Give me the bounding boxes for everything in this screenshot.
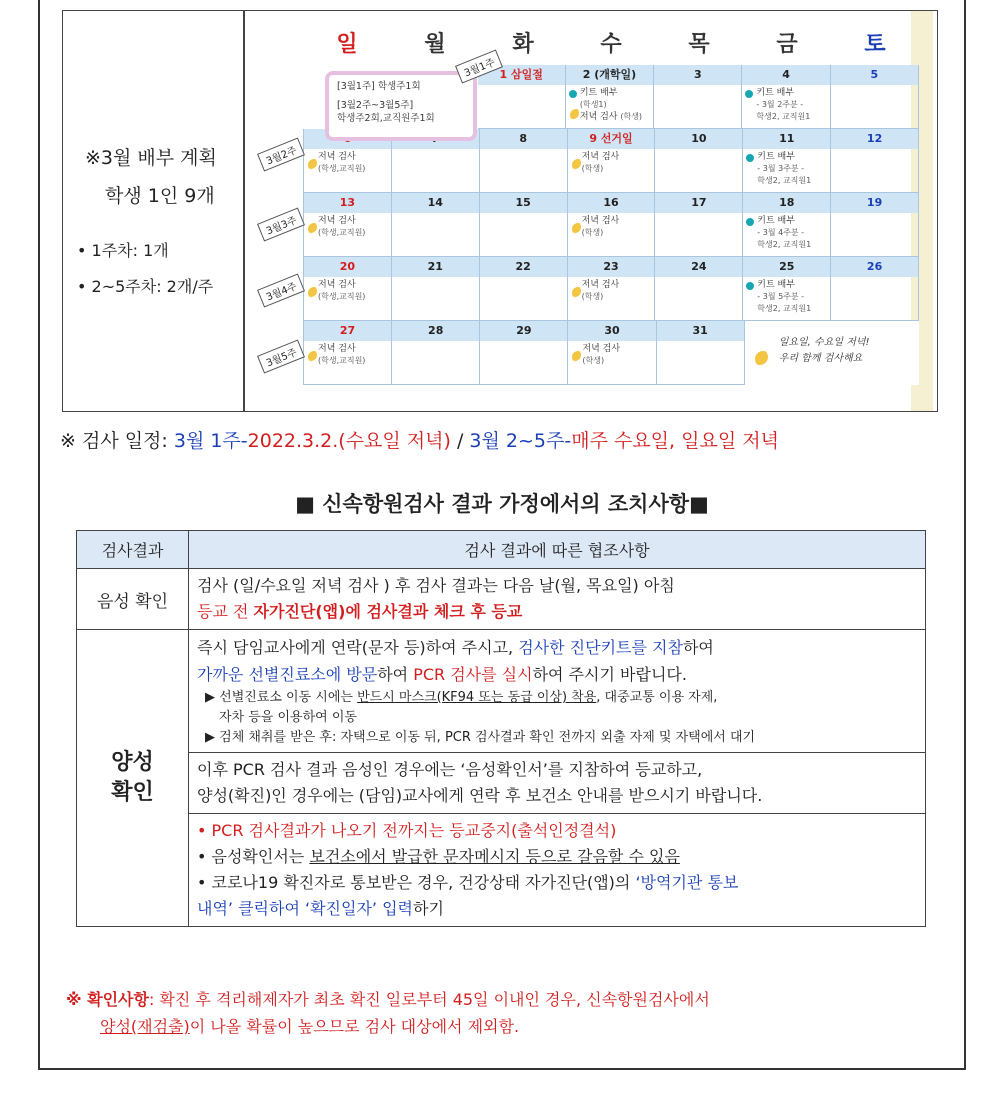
calendar-cell: 25 키트 배부 - 3월 5주분 - 학생2, 교직원1 (743, 257, 831, 321)
dow-wed: 수 (600, 31, 622, 57)
calendar-cell: 20 저녁 검사 (학생,교직원) (303, 257, 392, 321)
section-heading: ■ 신속항원검사 결과 가정에서의 조치사항■ (295, 492, 709, 516)
calendar-cell: 11 키트 배부 - 3월 3주분 - 학생2, 교직원1 (743, 129, 831, 193)
plan-subtitle: 학생 1인 9개 (105, 185, 215, 207)
negative-label: 음성 확인 (77, 569, 189, 630)
calendar-cell: 19 (831, 193, 919, 257)
positive-action-3: • PCR 검사결과가 나오기 전까지는 등교중지(출석인정결석) • 음성확인서는 보건소에서 발급한 문자메시지 등으로 갈음할 수 있음 • 코로나19 확진자로 통보받은 경우, 건강상태 자가진단(앱)의 ‘방역기관 통보 내역’ 클릭하여 ‘확진일자’ 입력하기 (189, 814, 926, 927)
legend-box (325, 71, 477, 141)
moon-icon (755, 351, 771, 367)
calendar-cell: 1 삼일절 (478, 65, 566, 129)
divider (243, 11, 245, 411)
calendar-cell: 29 (480, 321, 568, 385)
test-note: 저녁 검사 (학생) (581, 280, 620, 301)
test-note: 저녁 검사 (학생) (582, 344, 621, 365)
test-note: 저녁 검사 (학생) (579, 112, 643, 122)
legend-line1: [3월1주] 학생주1회 (337, 81, 421, 92)
week-tag: 3월3주 (257, 207, 305, 241)
test-note: 저녁 검사 (학생) (581, 216, 620, 237)
calendar-cell: 28 (392, 321, 480, 385)
hand-note: 일요일, 수요일 저녁! 우리 함께 검사해요 (778, 337, 870, 364)
calendar-cell: 16 저녁 검사 (학생) (568, 193, 656, 257)
dow-thu: 목 (688, 31, 710, 57)
calendar-cell: 4 키트 배부 - 3월 2주분 - 학생2, 교직원1 (742, 65, 830, 129)
test-note: 저녁 검사 (학생,교직원) (318, 152, 366, 173)
calendar (264, 19, 919, 370)
dow-sun: 일 (336, 31, 358, 57)
plan-title: ※3월 배부 계획 (85, 147, 217, 169)
calendar-cell: 10 (655, 129, 743, 193)
col-header-action: 검사 결과에 따른 협조사항 (189, 531, 926, 569)
calendar-cell: 30 저녁 검사 (학생) (568, 321, 656, 385)
test-note: 저녁 검사 (학생,교직원) (318, 216, 366, 237)
kit-note: 키트 배부 - 3월 2주분 - 학생2, 교직원1 (742, 85, 829, 123)
calendar-box (62, 10, 938, 412)
action-table (76, 530, 926, 927)
calendar-cell: 18 키트 배부 - 3월 4주분 - 학생2, 교직원1 (743, 193, 831, 257)
calendar-cell: 22 (480, 257, 568, 321)
calendar-cell: 31 (657, 321, 745, 385)
dow-sat: 토 (864, 31, 886, 57)
positive-action-2: 이후 PCR 검사 결과 음성인 경우에는 ‘음성확인서’를 지참하여 등교하고, 양성(확진)인 경우에는 (담임)교사에게 연락 후 보건소 안내를 받으시기 바랍니다. (189, 753, 926, 814)
kit-note: 키트 배부 (학생1) (566, 85, 653, 111)
calendar-cell: 8 (480, 129, 568, 193)
week-tag: 3월4주 (257, 273, 305, 307)
plan-week1: • 1주차: 1개 (77, 241, 169, 260)
test-schedule: ※ 검사 일정: 3월 1주-2022.3.2.(수요일 저녁) / 3월 2~5주-매주 수요일, 일요일 저녁 (60, 430, 779, 452)
calendar-cell: 26 (831, 257, 919, 321)
kit-note: 키트 배부 - 3월 5주분 - 학생2, 교직원1 (743, 277, 830, 315)
test-note: 저녁 검사 (학생) (581, 152, 620, 173)
legend-line2: [3월2주~3월5주] 학생주2회,교직원주1회 (337, 100, 435, 124)
negative-action: 검사 (일/수요일 저녁 검사 ) 후 검사 결과는 다음 날(월, 목요일) 아침 등교 전 자가진단(앱)에 검사결과 체크 후 등교 (189, 569, 926, 630)
test-note: 저녁 검사 (학생,교직원) (318, 344, 366, 365)
calendar-cell: 14 (392, 193, 480, 257)
calendar-cell: 24 (655, 257, 743, 321)
calendar-cell: 3 (654, 65, 742, 129)
dow-fri: 금 (776, 31, 798, 57)
dow-tue: 화 (512, 31, 534, 57)
calendar-cell: 2 (개학일) 키트 배부 (학생1) 저녁 검사 (학생) (566, 65, 654, 129)
kit-note: 키트 배부 - 3월 3주분 - 학생2, 교직원1 (743, 149, 830, 187)
calendar-row (303, 257, 919, 321)
calendar-cell: 15 (480, 193, 568, 257)
calendar-cell: 27 저녁 검사 (학생,교직원) (303, 321, 392, 385)
col-header-result: 검사결과 (77, 531, 189, 569)
kit-note: 키트 배부 - 3월 4주분 - 학생2, 교직원1 (743, 213, 830, 251)
plan-week2: • 2~5주차: 2개/주 (77, 277, 214, 296)
hand-note-cell (745, 321, 919, 385)
week-tag: 3월5주 (257, 339, 305, 373)
calendar-cell: 12 (831, 129, 919, 193)
dow-mon: 월 (424, 31, 446, 57)
positive-label: 양성 확인 (77, 630, 189, 927)
calendar-cell: 9 선거일 저녁 검사 (학생) (568, 129, 656, 193)
calendar-row (303, 193, 919, 257)
calendar-cell: 21 (392, 257, 480, 321)
week-tag: 3월1주 (455, 49, 503, 83)
confirmation-note: ※ 확인사항: 확진 후 격리해제자가 최초 확진 일로부터 45일 이내인 경우, 신속항원검사에서 양성(재검출)이 나올 확률이 높으므로 검사 대상에서 제외함. (66, 990, 710, 1036)
calendar-cell: 5 (831, 65, 919, 129)
weekday-header (303, 19, 919, 65)
test-note: 저녁 검사 (학생,교직원) (318, 280, 366, 301)
calendar-cell: 13 저녁 검사 (학생,교직원) (303, 193, 392, 257)
distribution-plan (63, 11, 243, 411)
calendar-row (303, 321, 919, 385)
positive-action-1: 즉시 담임교사에게 연락(문자 등)하여 주시고, 검사한 진단키트를 지참하여 가까운 선별진료소에 방문하여 PCR 검사를 실시하여 주시기 바랍니다. ▶ 선별진료소 이동 시에는 반드시 마스크(KF94 또는 동급 이상) 착용, 대중교통 이용 자제, 자차 등을 이용하여 이동 ▶ 검체 채취를 받은 후: 자택으로 이동 뒤, PCR 검사결과 확인 전까지 외출 자제 및 자택에서 대기 (189, 630, 926, 753)
week-tag: 3월2주 (257, 137, 305, 171)
calendar-cell: 17 (655, 193, 743, 257)
calendar-cell: 23 저녁 검사 (학생) (568, 257, 656, 321)
